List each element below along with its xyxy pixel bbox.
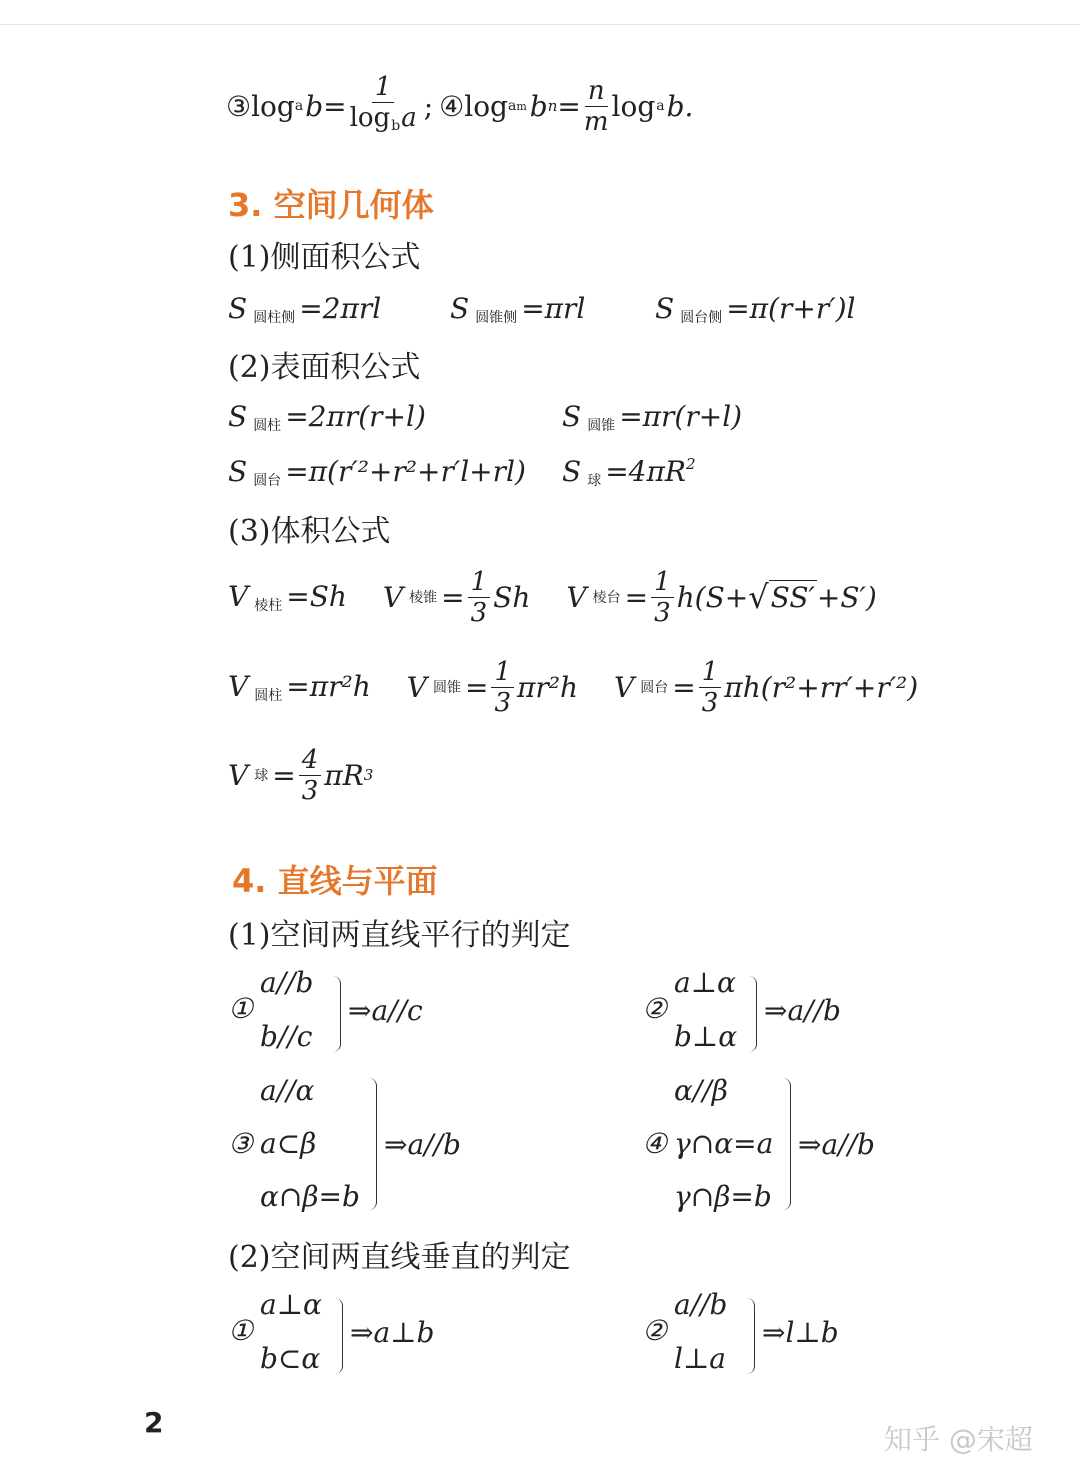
numerator: 4 xyxy=(299,745,322,776)
formula-separator: ; xyxy=(423,89,434,123)
premise-2: a⊂β xyxy=(260,1127,317,1160)
premise-1: a⊥α xyxy=(674,966,736,999)
formula-4-base-exp: m xyxy=(516,99,527,113)
denominator: 3 xyxy=(701,687,719,718)
subscript: 圆台 xyxy=(640,680,669,696)
parallel-lines-subheading: (1)空间两直线平行的判定 xyxy=(228,918,571,953)
subscript: 圆锥侧 xyxy=(475,310,518,326)
log-formulas xyxy=(226,66,693,146)
formula-3-arg: b= xyxy=(305,89,347,123)
denominator: 3 xyxy=(301,775,319,806)
conclusion: ⇒a//c xyxy=(348,994,423,1027)
equals: = xyxy=(272,758,296,792)
item-number: ① xyxy=(228,1314,254,1347)
formula-4-fraction xyxy=(584,76,609,137)
subscript: 棱柱 xyxy=(254,597,283,614)
watermark: 知乎 @宋超 xyxy=(884,1423,1033,1456)
premise-1: a//b xyxy=(260,966,314,999)
exponent: 2 xyxy=(685,455,696,473)
fraction xyxy=(651,567,674,628)
item-number: ② xyxy=(642,992,668,1025)
volume-cylinder xyxy=(228,670,371,705)
premise-3: α∩β=b xyxy=(260,1180,360,1213)
right-brace xyxy=(332,976,341,1052)
surface-sphere xyxy=(562,455,696,490)
subscript: 圆柱侧 xyxy=(253,310,296,326)
item-number: ④ xyxy=(642,1127,668,1160)
top-divider xyxy=(0,24,1080,25)
right-brace xyxy=(748,976,757,1052)
rhs-tail: Sh xyxy=(493,580,531,614)
premise-2: l⊥a xyxy=(674,1342,726,1375)
surface-frustum xyxy=(228,455,526,490)
equals: = xyxy=(464,670,489,704)
formula-4-denominator: m xyxy=(583,106,609,137)
formula-3-denominator xyxy=(350,103,417,141)
formula-3-den-log: log xyxy=(349,102,391,133)
subscript: 圆台侧 xyxy=(680,310,723,326)
numerator: 1 xyxy=(468,567,491,598)
item-number: ① xyxy=(228,992,254,1025)
surface-cone xyxy=(562,400,742,435)
radicand: SS′ xyxy=(770,581,815,614)
var: S xyxy=(655,292,675,325)
var: V xyxy=(228,758,249,792)
premise-1: a//α xyxy=(260,1074,315,1107)
conclusion: ⇒a//b xyxy=(798,1128,875,1161)
numerator: 1 xyxy=(651,567,674,598)
fraction xyxy=(491,657,514,718)
formula-3-base: a xyxy=(294,98,304,114)
right-brace xyxy=(368,1078,377,1210)
premise-2: b//c xyxy=(260,1020,313,1053)
lateral-frustum xyxy=(655,292,855,327)
conclusion: ⇒a⊥b xyxy=(350,1316,435,1349)
premise-3: γ∩β=b xyxy=(674,1180,772,1213)
right-brace xyxy=(746,1298,755,1374)
premise-2: b⊂α xyxy=(260,1342,321,1375)
item-number: ② xyxy=(642,1314,668,1347)
section-4-heading: 4. 直线与平面 xyxy=(232,862,438,900)
volume-pyramid xyxy=(383,567,530,628)
var: S xyxy=(228,455,248,488)
rhs: =π(r+r′)l xyxy=(726,292,856,325)
rhs-part-1: h(S+ xyxy=(676,580,749,614)
volume-sphere xyxy=(228,740,373,810)
var: V xyxy=(566,580,587,614)
perpendicular-lines-subheading: (2)空间两直线垂直的判定 xyxy=(228,1240,571,1275)
subscript: 圆锥 xyxy=(432,680,461,696)
section-3-heading: 3. 空间几何体 xyxy=(228,186,434,224)
volume-frustum xyxy=(566,567,876,628)
formula-3-prefix: ③log xyxy=(226,89,295,123)
rhs: =4πR xyxy=(605,455,686,488)
var: V xyxy=(228,669,249,703)
exponent: 3 xyxy=(363,766,374,784)
lateral-area-subheading: (1)侧面积公式 xyxy=(228,240,421,275)
volume-subheading: (3)体积公式 xyxy=(228,514,391,549)
var: S xyxy=(228,292,248,325)
premise-2: γ∩α=a xyxy=(674,1127,774,1160)
surface-area-subheading: (2)表面积公式 xyxy=(228,350,421,385)
subscript: 圆锥 xyxy=(587,418,616,434)
fraction xyxy=(468,567,491,628)
radical-sign: √ xyxy=(748,578,769,616)
subscript: 棱台 xyxy=(592,590,621,606)
item-number-row xyxy=(642,1127,667,1160)
premise-1: α//β xyxy=(674,1074,728,1107)
fraction xyxy=(299,745,322,806)
premise-1: a⊥α xyxy=(260,1288,322,1321)
rhs: =π(r′²+r²+r′l+rl) xyxy=(285,455,526,488)
formula-3-den-base: b xyxy=(391,117,401,134)
denominator: 3 xyxy=(654,597,671,628)
conclusion: ⇒a//b xyxy=(384,1128,461,1161)
subscript: 棱锥 xyxy=(409,590,438,606)
var: S xyxy=(562,455,582,488)
denominator: 3 xyxy=(494,687,511,718)
rhs-tail: πR xyxy=(324,758,364,792)
formula-4-prefix: ④log xyxy=(439,89,508,123)
var: V xyxy=(406,670,427,704)
numerator: 1 xyxy=(699,657,722,688)
page-number: 2 xyxy=(144,1406,164,1439)
conclusion: ⇒a//b xyxy=(764,994,841,1027)
rhs: =πrl xyxy=(521,292,586,325)
subscript: 球 xyxy=(254,768,269,784)
formula-4-base: a xyxy=(507,98,517,114)
subscript: 球 xyxy=(587,473,602,489)
item-number-row xyxy=(228,1127,253,1160)
var: S xyxy=(450,292,470,325)
rhs-tail: πh(r²+rr′+r′²) xyxy=(724,670,919,704)
volume-prism xyxy=(228,580,347,615)
rhs-part-2: +S′) xyxy=(816,580,877,614)
rhs: =πr²h xyxy=(286,669,371,703)
formula-3-fraction xyxy=(350,72,417,141)
formula-4-equals: = xyxy=(557,89,581,123)
var: V xyxy=(382,580,404,614)
equals: = xyxy=(441,580,465,614)
rhs: =2πr(r+l) xyxy=(285,400,426,433)
volume-row-2 xyxy=(228,652,918,722)
premise-2: b⊥α xyxy=(674,1020,738,1053)
lateral-cone xyxy=(450,292,585,327)
denominator: 3 xyxy=(470,597,488,628)
numerator: 1 xyxy=(491,657,514,688)
item-number: ③ xyxy=(228,1127,254,1160)
rhs: =πr(r+l) xyxy=(619,400,743,433)
var: V xyxy=(614,670,635,704)
premise-1: a//b xyxy=(674,1288,728,1321)
rhs: =Sh xyxy=(286,579,347,613)
formula-4-numerator: n xyxy=(585,76,608,107)
right-brace xyxy=(782,1078,791,1210)
subscript: 圆台 xyxy=(253,473,282,489)
surface-cylinder xyxy=(228,400,426,435)
volume-row-1 xyxy=(228,562,877,632)
rhs-tail: πr²h xyxy=(517,670,579,704)
formula-4-tail-arg: b. xyxy=(666,89,694,123)
var: V xyxy=(228,579,249,613)
formula-4-tail-base: a xyxy=(656,98,665,114)
fraction xyxy=(699,657,722,718)
var: S xyxy=(228,400,248,433)
var: S xyxy=(562,400,582,433)
formula-3-den-arg: a xyxy=(401,102,417,133)
formula-4-tail-log: log xyxy=(611,89,656,123)
volume-circular-frustum xyxy=(614,657,918,718)
equals: = xyxy=(624,580,649,614)
rhs: =2πrl xyxy=(299,292,382,325)
subscript: 圆柱 xyxy=(253,418,282,434)
lateral-cylinder xyxy=(228,292,381,327)
volume-cone xyxy=(407,657,578,718)
right-brace xyxy=(334,1298,343,1374)
formula-3-numerator: 1 xyxy=(372,72,395,103)
subscript: 圆柱 xyxy=(254,687,283,704)
formula-4-arg: b xyxy=(529,89,548,123)
equals: = xyxy=(672,670,696,704)
formula-4-arg-exp: n xyxy=(547,97,558,115)
conclusion: ⇒l⊥b xyxy=(762,1316,839,1349)
